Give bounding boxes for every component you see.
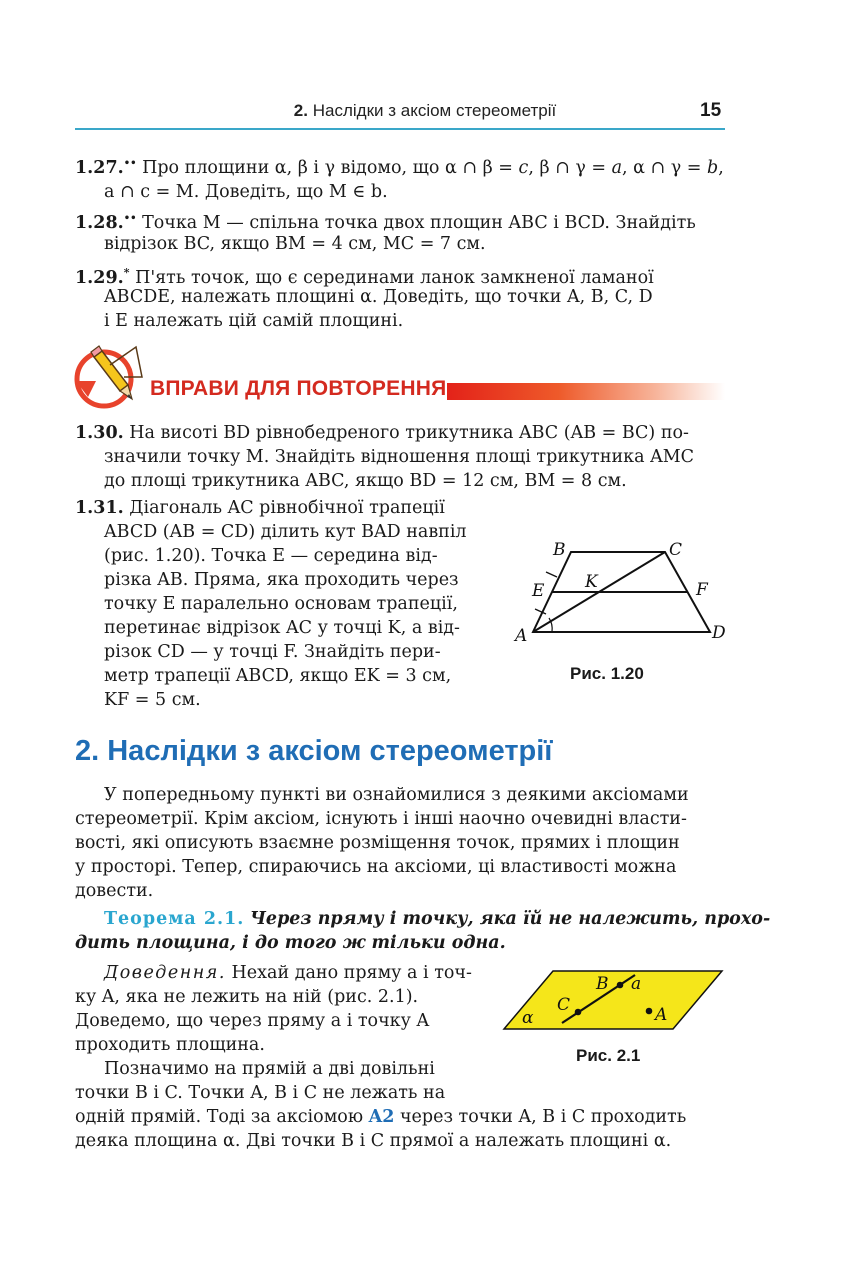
- label-d: D: [712, 623, 726, 643]
- figure-1-20-caption: Рис. 1.20: [570, 664, 644, 683]
- theorem-text: Через пряму і точку, яка їй не належить, прохо-: [249, 909, 771, 929]
- proof-line8: деяка площина α. Дві точки B і C прямої a належать площині α.: [75, 1131, 672, 1151]
- exercise-1-31-line8: метр трапеції ABCD, якщо EK = 3 см,: [104, 666, 452, 686]
- label-a-point: A: [655, 1005, 668, 1025]
- theorem-line1: [104, 907, 771, 931]
- text: Точка M — спільна точка двох площин ABC і BCD. Знайдіть: [142, 212, 696, 233]
- exercise-1-28-line2: відрізок BC, якщо BM = 4 см, MC = 7 см.: [104, 234, 486, 254]
- text: Нехай дано пряму a і точ-: [231, 963, 472, 983]
- label-b: B: [553, 540, 566, 560]
- exercise-1-29-line3: і E належать цій самій площині.: [104, 311, 404, 331]
- header-section-title: Наслідки з аксіом стереометрії: [312, 101, 557, 120]
- exercise-number: 1.28.: [75, 212, 124, 233]
- text: через точки A, B і C проходить: [394, 1107, 687, 1127]
- header-section-num: 2.: [293, 101, 308, 120]
- paragraph-line: у просторі. Тепер, спираючись на аксіоми, ці властивості можна: [75, 857, 677, 877]
- difficulty-mark: ••: [123, 213, 137, 224]
- proof-line2: ку A, яка не лежить на ній (рис. 2.1).: [75, 987, 419, 1007]
- exercise-1-31-line5: точку E паралельно основам трапеції,: [104, 594, 458, 614]
- proof-label: Доведення.: [104, 963, 226, 983]
- theorem-label: Теорема 2.1.: [104, 909, 245, 929]
- label-k: K: [585, 572, 598, 592]
- exercise-1-31-line9: KF = 5 см.: [104, 690, 201, 710]
- exercise-1-28-line1: [75, 207, 725, 235]
- exercise-1-31-line4: різка AB. Пряма, яка проходить через: [104, 570, 459, 590]
- exercise-1-30-line2: значили точку M. Знайдіть відношення площі трикутника AMC: [104, 447, 695, 467]
- proof-line5: Позначимо на прямій a дві довільні: [104, 1059, 435, 1079]
- exercise-1-30-line1: [75, 421, 725, 445]
- proof-line3: Доведемо, що через пряму a і точку A: [75, 1011, 430, 1031]
- plane-alpha: [504, 971, 722, 1029]
- difficulty-mark: ••: [123, 158, 137, 169]
- proof-line6: точки B і C. Точки A, B і C не лежать на: [75, 1083, 446, 1103]
- point-c: [575, 1009, 582, 1016]
- proof-line7: [75, 1105, 725, 1129]
- text: , α ∩ γ =: [622, 157, 708, 178]
- proof-line1: [104, 961, 484, 985]
- var: a: [611, 157, 623, 178]
- header-rule: [75, 128, 725, 130]
- section-title: 2. Наслідки з аксіом стереометрії: [75, 735, 553, 767]
- label-f: F: [696, 580, 708, 600]
- point-b: [617, 982, 624, 989]
- exercise-number: 1.30.: [75, 423, 124, 443]
- label-a: A: [515, 626, 528, 646]
- figure-2-1-caption: Рис. 2.1: [576, 1046, 641, 1065]
- text: П'ять точок, що є серединами ланок замкненої ламаної: [135, 267, 654, 288]
- banner-bar: [447, 383, 725, 400]
- text: Діагональ AC рівнобічної трапеції: [129, 498, 445, 518]
- exercise-1-29-line2: ABCDE, належать площині α. Доведіть, що точки A, B, C, D: [104, 287, 653, 307]
- text: , β ∩ γ =: [528, 157, 612, 178]
- label-b: B: [596, 974, 609, 994]
- theorem-text: дить площина, і до того ж тільки одна.: [75, 933, 506, 953]
- exercise-1-27-line1: [75, 152, 725, 180]
- label-alpha: α: [522, 1008, 534, 1028]
- text: одній прямій. Тоді за аксіомою: [75, 1107, 369, 1127]
- exercise-1-27-line2: a ∩ c = M. Доведіть, що M ∈ b.: [104, 182, 388, 202]
- paragraph-line: вості, які описують взаємне розміщення точок, прямих і площин: [75, 833, 680, 853]
- label-a-line: a: [631, 974, 642, 994]
- axiom-ref: A2: [368, 1107, 395, 1127]
- theorem-line2: [75, 931, 725, 955]
- text: На висоті BD рівнобедреного трикутника ABC (AB = BC) по-: [129, 423, 689, 443]
- exercise-number: 1.29.: [75, 267, 124, 288]
- label-c: C: [669, 540, 683, 560]
- trapezoid-figure: [505, 535, 735, 650]
- paragraph-line: стереометрії. Крім аксіом, існують і інші наочно очевидні власти-: [75, 809, 687, 829]
- exercise-1-30-line3: до площі трикутника ABC, якщо BD = 12 см, BM = 8 см.: [104, 471, 627, 491]
- exercise-1-31-line1: [75, 496, 485, 520]
- label-e: E: [532, 581, 545, 601]
- proof-line4: проходить площина.: [75, 1035, 265, 1055]
- var: c: [518, 157, 529, 178]
- exercise-number: 1.27.: [75, 157, 124, 178]
- plane-figure: [500, 965, 730, 1035]
- exercise-1-31-line7: різок CD — у точці F. Знайдіть пери-: [104, 642, 441, 662]
- exercise-1-31-line3: (рис. 1.20). Точка E — середина від-: [104, 546, 438, 566]
- text: ,: [718, 157, 724, 178]
- exercise-1-31-line6: перетинає відрізок AC у точці K, а від-: [104, 618, 460, 638]
- running-header: [0, 101, 850, 121]
- page-number: 15: [700, 100, 722, 121]
- exercise-1-31-line2: ABCD (AB = CD) ділить кут BAD навпіл: [104, 522, 467, 542]
- exercise-number: 1.31.: [75, 498, 124, 518]
- paragraph-line: У попередньому пункті ви ознайомилися з деякими аксіомами: [104, 785, 689, 805]
- pencil-icon: [72, 337, 150, 415]
- tick-mark: [546, 572, 557, 577]
- var: b: [707, 157, 719, 178]
- paragraph-line: довести.: [75, 881, 154, 901]
- point-a: [646, 1008, 653, 1015]
- label-c: C: [557, 995, 571, 1015]
- banner-title: ВПРАВИ ДЛЯ ПОВТОРЕННЯ: [150, 377, 447, 400]
- difficulty-mark: *: [123, 266, 130, 279]
- text: Про площини α, β і γ відомо, що α ∩ β =: [142, 157, 519, 178]
